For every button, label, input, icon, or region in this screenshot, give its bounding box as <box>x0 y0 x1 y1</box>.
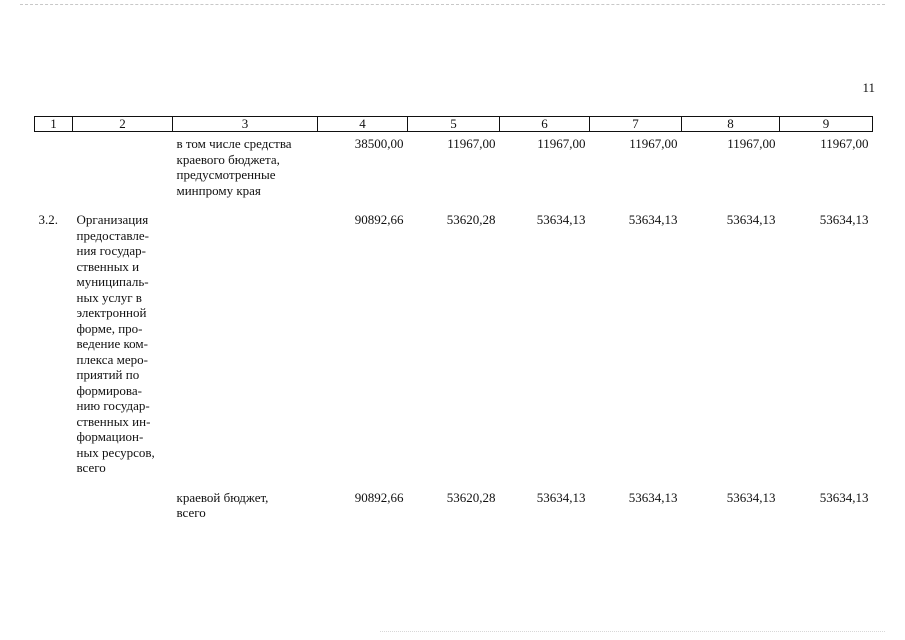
column-header: 6 <box>500 117 590 132</box>
value-cell: 53634,13 <box>819 489 869 505</box>
value-cell: 53634,13 <box>726 212 776 227</box>
column-header: 7 <box>590 117 682 132</box>
value-cell: 90892,66 <box>354 212 404 227</box>
name-line: электронной <box>76 305 147 320</box>
table-row <box>35 476 873 521</box>
value-cell: 11967,00 <box>727 136 776 151</box>
row-number <box>35 132 73 199</box>
row-number <box>35 476 73 521</box>
name-line: ния государ- <box>76 243 146 258</box>
column-header: 2 <box>73 117 173 132</box>
column-header: 1 <box>35 117 73 132</box>
name-line: приятий по <box>76 367 140 382</box>
value-cell: 53634,13 <box>819 212 869 227</box>
value-cell: 11967,00 <box>820 136 869 151</box>
value-cell: 11967,00 <box>447 136 496 151</box>
name-line: ных услуг в <box>76 289 142 305</box>
column-header: 3 <box>173 117 318 132</box>
source-line: краевого бюджета, <box>176 151 280 167</box>
table-row <box>35 132 873 199</box>
value-cell: 11967,00 <box>537 136 586 151</box>
row-name <box>73 198 173 476</box>
value-cell: 53620,28 <box>446 489 496 505</box>
row-source <box>173 198 318 476</box>
row-source <box>173 476 318 521</box>
name-line: всего <box>76 460 106 475</box>
name-line: нию государ- <box>76 398 150 413</box>
source-line: в том числе средства <box>176 136 292 151</box>
name-line: плекса меро- <box>76 351 148 367</box>
value-cell: 53634,13 <box>628 489 678 505</box>
name-line: ственных и <box>76 258 140 274</box>
value-cell: 11967,00 <box>629 136 678 151</box>
source-line: предусмотренные <box>176 167 276 182</box>
value-cell: 53634,13 <box>536 212 586 227</box>
scan-artifact-top <box>20 4 885 7</box>
value-cell: 38500,00 <box>354 136 404 151</box>
name-line: формацион- <box>76 429 144 444</box>
row-name <box>73 476 173 521</box>
name-line: предоставле- <box>76 227 149 243</box>
column-header: 9 <box>780 117 873 132</box>
column-header: 8 <box>682 117 780 132</box>
budget-table <box>34 116 873 521</box>
column-header: 5 <box>408 117 500 132</box>
scan-artifact-bottom <box>380 631 885 634</box>
column-header: 4 <box>318 117 408 132</box>
value-cell: 53634,13 <box>536 489 586 505</box>
value-cell: 90892,66 <box>354 489 404 505</box>
source-line: всего <box>176 505 206 520</box>
name-line: Организация <box>76 212 149 227</box>
row-source <box>173 132 318 199</box>
source-line: краевой бюджет, <box>176 489 269 505</box>
name-line: муниципаль- <box>76 274 149 289</box>
row-name <box>73 132 173 199</box>
name-line: ведение ком- <box>76 336 148 351</box>
name-line: ных ресурсов, <box>76 444 155 460</box>
source-line: минпрому края <box>176 182 261 198</box>
name-line: форме, про- <box>76 320 143 336</box>
name-line: ственных ин- <box>76 413 151 429</box>
page-number: 11 <box>862 80 875 95</box>
table-row <box>35 198 873 476</box>
value-cell: 53620,28 <box>446 212 496 227</box>
row-number: 3.2. <box>38 212 58 227</box>
name-line: формирова- <box>76 382 142 398</box>
column-number-row <box>35 117 873 132</box>
value-cell: 53634,13 <box>726 489 776 505</box>
value-cell: 53634,13 <box>628 212 678 227</box>
